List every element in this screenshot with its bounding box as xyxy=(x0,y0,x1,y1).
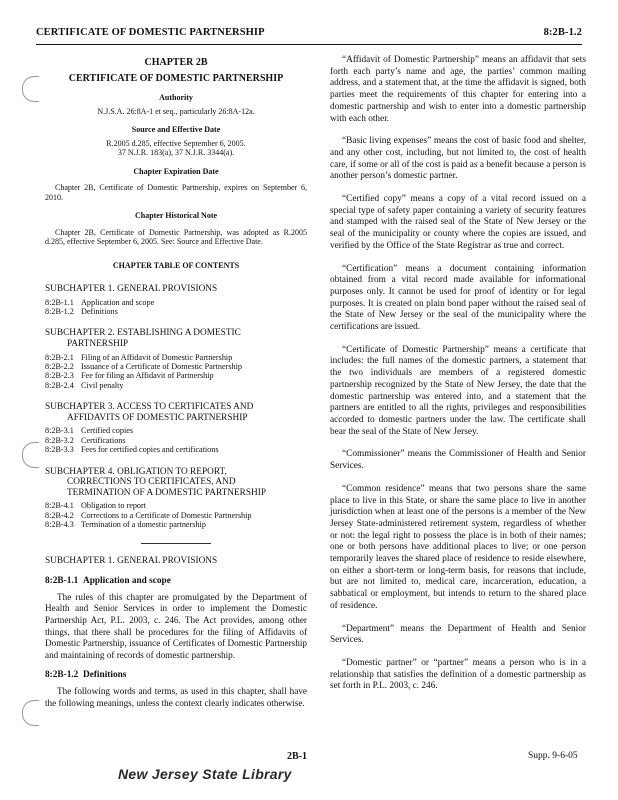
toc-item[interactable] xyxy=(45,381,307,390)
toc-item[interactable] xyxy=(45,298,307,307)
source-line: 37 N.J.R. 183(a), 37 N.J.R. 3344(a). xyxy=(117,148,235,158)
definition-paragraph: “Affidavit of Domestic Partnership” means an affidavit that sets forth each party’s name and age, the parties’ common mailing address, and a statement that, at the time the affidavit is signed, both parties meet the requirements of this chapter for entering into a domestic partnership and wish to enter into a domestic partnership with each other. xyxy=(330,55,586,124)
definition-paragraph: “Department” means the Department of Health and Senior Services. xyxy=(330,623,586,646)
history-text: Chapter 2B, Certificate of Domestic Partnership, was adopted as R.2005 d.285, effective September 6, 2005. See: Source and Effective Date. xyxy=(45,227,307,246)
toc-item[interactable] xyxy=(45,426,307,435)
toc-item-number: 8:2B-3.2 xyxy=(45,435,74,445)
definition-paragraph: “Certified copy” means a copy of a vital record issued on a special type of safety paper containing a variety of security features and stamped with the raised seal of the State of New Jersey or the seal of the municipality or county where the copies are issued, and verified by the Office of the State Registrar as true and correct. xyxy=(330,194,586,251)
toc-item-number: 8:2B-2.1 xyxy=(45,352,74,362)
toc-item-number: 8:2B-3.1 xyxy=(45,426,74,436)
toc-item-number: 8:2B-2.4 xyxy=(45,380,74,390)
toc-item-title: Civil penalty xyxy=(81,380,124,390)
toc-title: CHAPTER TABLE OF CONTENTS xyxy=(112,261,240,271)
source-line: R.2005 d.285, effective September 6, 2005. xyxy=(106,138,246,148)
section-text: The rules of this chapter are promulgated by the Department of Health and Senior Services in order to implement the Domestic Partnership Act, P.L. 2003, c. 246. The Act provides, among other things, that there shall be procedures for the filing of Affidavits of Domestic Partnership, issuance of Certificates of Domestic Partnership and maintaining of records of domestic partnership. xyxy=(45,591,307,660)
toc-subchapter-heading xyxy=(45,402,307,423)
right-column xyxy=(330,55,586,704)
subchapter-heading: SUBCHAPTER 1. GENERAL PROVISIONS xyxy=(45,555,218,566)
toc-list xyxy=(45,501,307,529)
toc-list xyxy=(45,298,307,317)
definition-paragraph: “Domestic partner” or “partner” means a person who is in a relationship that satisfies the definition of a domestic partnership as set forth in P.L. 2003, c. 246. xyxy=(330,657,586,692)
toc-subchapter-heading xyxy=(45,328,307,349)
section-text: The following words and terms, as used in this chapter, shall have the following meanings, unless the context clearly indicates otherwise. xyxy=(45,685,307,708)
toc-item[interactable] xyxy=(45,501,307,510)
toc-item-title: Certifications xyxy=(81,435,126,445)
punch-hole-mark xyxy=(22,76,39,102)
toc-item-number: 8:2B-2.2 xyxy=(45,362,74,371)
toc-subchapter-line: TERMINATION OF A DOMESTIC PARTNERSHIP xyxy=(67,487,267,498)
toc-item-title: Fee for filing an Affidavit of Partnership xyxy=(81,371,214,381)
supplement-date: Supp. 9-6-05 xyxy=(528,751,578,761)
toc-subchapter-line: CORRECTIONS TO CERTIFICATES, AND xyxy=(67,477,236,488)
definition-paragraph: “Commissioner” means the Commissioner of Health and Senior Services. xyxy=(330,449,586,472)
toc-subchapter-line: SUBCHAPTER 3. ACCESS TO CERTIFICATES AND xyxy=(45,402,254,413)
toc-item[interactable] xyxy=(45,307,307,316)
toc-item-number: 8:2B-4.3 xyxy=(45,520,74,530)
toc-item-title: Definitions xyxy=(81,307,118,316)
toc-item-title: Termination of a domestic partnership xyxy=(81,520,206,530)
toc-item[interactable] xyxy=(45,353,307,362)
toc-item-title: Obligation to report xyxy=(81,501,147,511)
authority-heading: Authority xyxy=(159,93,193,103)
toc-subchapter-line: PARTNERSHIP xyxy=(67,339,129,349)
toc-item-title: Corrections to a Certificate of Domestic Partnership xyxy=(81,510,252,520)
toc-subchapter-line: AFFIDAVITS OF DOMESTIC PARTNERSHIP xyxy=(67,412,248,423)
definition-paragraph: “Certificate of Domestic Partnership” means a certificate that includes: the full names of the domestic partners, a statement that the two individuals are members of a registered domestic partnership recognized by the State of New Jersey, the date that the domestic partnership was entered into, and a statement that the partners are entitled to all the rights, privileges and responsibilities accorded to domestic partners under the law. The certificate shall bear the seal of the State of New Jersey. xyxy=(330,344,586,437)
chapter-title: CERTIFICATE OF DOMESTIC PARTNERSHIP xyxy=(68,72,284,84)
expiration-heading: Chapter Expiration Date xyxy=(133,166,219,176)
section-divider xyxy=(141,543,211,544)
section-number: 8:2B-1.1 xyxy=(45,576,79,587)
toc-item-number: 8:2B-2.3 xyxy=(45,371,74,381)
toc-item-title: Issuance of a Certificate of Domestic Partnership xyxy=(81,362,242,371)
toc-item[interactable] xyxy=(45,436,307,445)
toc-item[interactable] xyxy=(45,371,307,380)
toc-item-number: 8:2B-4.1 xyxy=(45,501,74,511)
toc-item[interactable] xyxy=(45,520,307,529)
toc-item[interactable] xyxy=(45,362,307,371)
expiration-text: Chapter 2B, Certificate of Domestic Partnership, expires on September 6, 2010. xyxy=(45,183,307,202)
toc-list xyxy=(45,353,307,391)
toc-subchapter-heading xyxy=(45,467,307,499)
section-heading xyxy=(45,670,307,682)
library-watermark: New Jersey State Library xyxy=(118,766,292,782)
toc-list xyxy=(45,426,307,454)
source-heading: Source and Effective Date xyxy=(131,125,221,135)
definition-paragraph: “Certification” means a document containing information obtained from a vital record made available for informational purposes only. It cannot be used for proof of identity or for legal purposes. It is created on plain bond paper without the raised seal of the State of New Jersey or the seal of the municipality where the certifications are issued. xyxy=(330,263,586,333)
running-head xyxy=(36,27,582,41)
running-head-title: CERTIFICATE OF DOMESTIC PARTNERSHIP xyxy=(36,27,265,38)
toc-subchapter-line: SUBCHAPTER 1. GENERAL PROVISIONS xyxy=(45,284,218,294)
history-heading: Chapter Historical Note xyxy=(134,211,218,220)
punch-hole-mark xyxy=(22,442,39,468)
toc-item[interactable] xyxy=(45,511,307,520)
toc-subchapter-heading xyxy=(45,284,307,295)
toc-item-title: Fees for certified copies and certifications xyxy=(81,445,219,455)
section-title: Definitions xyxy=(83,670,127,681)
toc-item[interactable] xyxy=(45,445,307,454)
page-number: 2B-1 xyxy=(287,751,307,762)
source-text xyxy=(45,139,307,158)
toc-item-number: 8:2B-1.2 xyxy=(45,307,74,316)
toc-item-number: 8:2B-3.3 xyxy=(45,445,74,455)
definition-paragraph: “Basic living expenses” means the cost of basic food and shelter, and any other cost, including, but not limited to, the cost of health care, if some or all of the cost is paid as a benefit because a person is another person’s domestic partner. xyxy=(330,136,586,182)
toc-item-title: Application and scope xyxy=(81,297,155,307)
chapter-number: CHAPTER 2B xyxy=(144,57,208,68)
toc-item-number: 8:2B-4.2 xyxy=(45,510,74,520)
section-heading xyxy=(45,576,307,588)
toc-subchapter-line: SUBCHAPTER 2. ESTABLISHING A DOMESTIC xyxy=(45,328,241,339)
toc-item-title: Filing of an Affidavit of Domestic Partnership xyxy=(81,352,233,362)
punch-hole-mark xyxy=(22,700,39,726)
left-column xyxy=(45,55,307,709)
toc-item-number: 8:2B-1.1 xyxy=(45,297,74,307)
definition-paragraph: “Common residence” means that two persons share the same place to live in this State, or share the same place to live in another jurisdiction when at least one of the persons is a member of the New Jersey State-administered retirement system, regardless of whether or not: the legal right to possess the place is in both of their names; one or both persons have additional places to live; or one person temporarily leaves the shared place of residence to reside elsewhere, on either a short-term or long-term basis, for reasons that include, but are not limited to, medical care, incarceration, education, a sabbatical or employment, but intends to return to the shared place of residence. xyxy=(330,483,586,611)
toc-item-title: Certified copies xyxy=(81,426,134,436)
running-head-section: 8:2B-1.2 xyxy=(543,27,582,38)
toc-subchapter-line: SUBCHAPTER 4. OBLIGATION TO REPORT, xyxy=(45,466,227,477)
authority-text: N.J.S.A. 26:8A-1 et seq., particularly 26:8A-12a. xyxy=(97,106,255,116)
header-rule xyxy=(36,44,582,45)
section-title: Application and scope xyxy=(83,576,171,587)
section-number: 8:2B-1.2 xyxy=(45,670,79,681)
